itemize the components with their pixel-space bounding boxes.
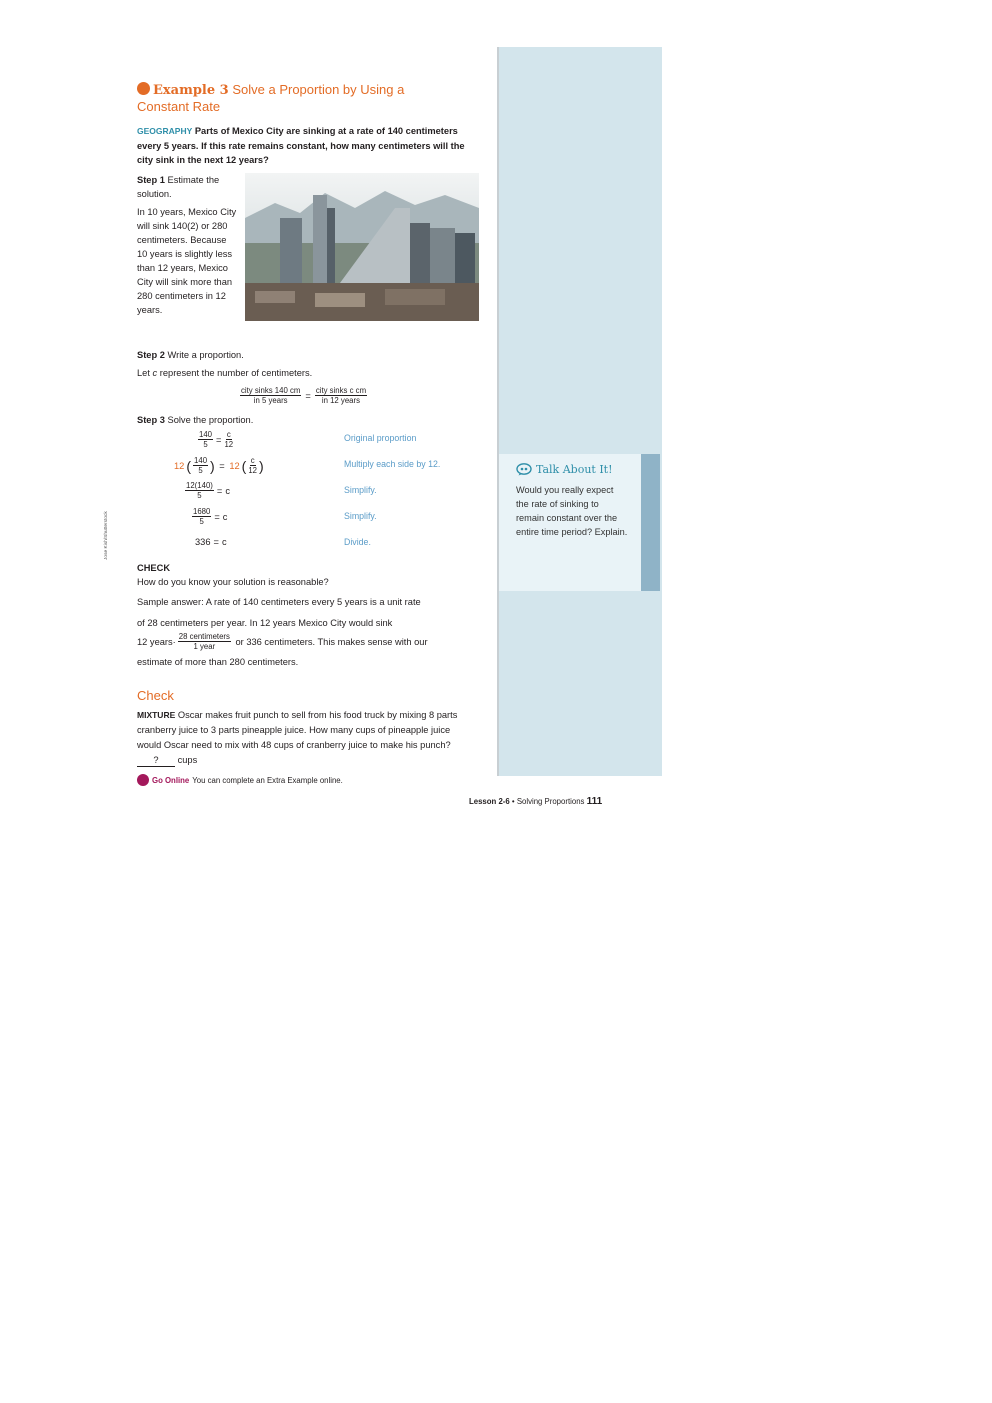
answer-blank-mark: ?: [153, 755, 159, 765]
problem-tag: GEOGRAPHY: [137, 126, 193, 136]
eq-row-4: $\frac{1680}{5}$ = c: [193, 507, 228, 526]
answer3-post: or 336 centimeters. This makes sense with our: [232, 636, 428, 647]
word-left-num: city sinks 140 cm: [241, 386, 301, 395]
answer3-pre: 12 years·: [137, 636, 176, 647]
talk-text: Would you really expect the rate of sinking to remain constant over the entire time period? Explain.: [516, 485, 628, 537]
footer-title: Solving Proportions: [516, 797, 585, 806]
check-heading: CHECK: [137, 563, 171, 573]
let-post: represent the number of centimeters.: [157, 368, 313, 378]
footer-lesson: Lesson 2-6: [469, 797, 510, 806]
note-2: Multiply each side by 12.: [344, 459, 441, 469]
step2-label: Step 2: [137, 350, 165, 360]
cursor-icon: [137, 774, 149, 786]
step3-label: Step 3: [137, 415, 165, 425]
check-answer-1: Sample answer: A rate of 140 centimeters every 5 years is a unit rate: [137, 597, 421, 607]
r2-mult-left: 12: [174, 460, 185, 471]
answer-frac-den: 1 year: [193, 642, 216, 651]
page-number: 111: [586, 796, 603, 807]
step1-title: Estimate the solution.: [137, 175, 220, 199]
check-title: Check: [137, 688, 174, 703]
page-footer: [469, 796, 602, 807]
mexico-city-photo: [245, 173, 479, 321]
speech-bubble-icon: [516, 463, 532, 476]
step2-heading: [137, 348, 244, 362]
talk-title-text: Talk About It!: [536, 463, 613, 476]
word-right-num: city sinks c cm: [315, 386, 367, 395]
note-5: Divide.: [344, 537, 371, 547]
check-answer-4: estimate of more than 280 centimeters.: [137, 657, 299, 667]
go-online-text: You can complete an Extra Example online.: [192, 775, 343, 785]
eq-row-3: $\frac{12(140)}{5}$ = c: [186, 481, 230, 500]
answer-frac-num: 28 centimeters: [178, 632, 230, 641]
problem-statement: [137, 124, 467, 168]
check-question: How do you know your solution is reasonable?: [137, 577, 329, 587]
r4-num: 1680: [193, 507, 211, 516]
talk-title: [516, 463, 613, 476]
let-pre: Let: [137, 368, 153, 378]
r2-d2: 12: [248, 466, 258, 475]
r5-lhs: 336: [195, 537, 211, 547]
photo-credit: Jose Kish/Shutterstock: [104, 511, 109, 560]
step1: [137, 173, 237, 321]
eq-row-2: 12 ( $\frac{140}{5}$ ) = 12 ( $\frac{c}{12}$ ): [174, 456, 264, 475]
sidebar-panel: [497, 47, 662, 776]
check-tag: MIXTURE: [137, 710, 176, 720]
r2-n2: c: [250, 456, 255, 465]
footer-bullet: •: [511, 797, 515, 806]
check-problem: [137, 708, 477, 768]
r2-n1: 140: [194, 456, 208, 465]
word-eq: =: [305, 390, 311, 401]
let-var: c: [152, 368, 158, 378]
check-answer-2: of 28 centimeters per year. In 12 years Mexico City would sink: [137, 618, 393, 628]
step2-let: [137, 366, 312, 380]
r1-n1: 140: [199, 430, 213, 439]
step2-title: Write a proportion.: [167, 350, 244, 360]
r5-rhs: c: [221, 537, 227, 547]
go-online[interactable]: [137, 774, 343, 786]
example-title-text: Solve a Proportion by Using a Constant Rate: [137, 82, 405, 114]
r4-rhs: c: [222, 511, 228, 522]
answer-blank[interactable]: [137, 755, 175, 767]
example-title: [137, 82, 457, 115]
note-1: Original proportion: [344, 433, 417, 443]
note-3: Simplify.: [344, 485, 377, 495]
globe-icon: [137, 82, 150, 95]
r3-num: 12(140): [186, 481, 213, 490]
step3-heading: [137, 413, 253, 427]
word-right-den: in 12 years: [321, 396, 360, 405]
check-answer-3: [137, 632, 428, 651]
example-number: Example 3: [153, 83, 229, 98]
r3-rhs: c: [225, 485, 230, 496]
step1-label: Step 1: [137, 175, 165, 185]
step1-body: In 10 years, Mexico City will sink 140(2) or 280 centimeters. Because 10 years is slightly less than 12 years, Mexico City will sink more than 280 centimeters in 12 years.: [137, 207, 237, 315]
r4-den: 5: [199, 517, 204, 526]
eq-row-5: 336 = c: [195, 537, 227, 547]
check-text: Oscar makes fruit punch to sell from his food truck by mixing 8 parts cranberry juice to 3 parts pineapple juice. How many cups of pineapple juice would Oscar need to mix with 48 cups of cranberry juice to make his punch?: [137, 710, 458, 750]
r1-n2: c: [226, 430, 231, 439]
r2-d1: 5: [198, 466, 203, 475]
r1-d1: 5: [203, 440, 208, 449]
word-proportion: [240, 386, 367, 405]
word-left-den: in 5 years: [253, 396, 288, 405]
step3-title: Solve the proportion.: [167, 415, 254, 425]
r2-mult-right: 12: [229, 460, 240, 471]
note-4: Simplify.: [344, 511, 377, 521]
talk-about-it-bar: [641, 454, 660, 591]
r3-den: 5: [197, 491, 202, 500]
problem-text: Parts of Mexico City are sinking at a rate of 140 centimeters every 5 years. If this rate remains constant, how many centimeters will the city sink in the next 12 years?: [137, 126, 465, 165]
check-unit: cups: [177, 755, 198, 765]
r1-d2: 12: [224, 440, 234, 449]
go-online-label[interactable]: Go Online: [152, 775, 190, 785]
eq-row-1: $\frac{140}{5}$ = $\frac{c}{12}$: [199, 430, 234, 449]
